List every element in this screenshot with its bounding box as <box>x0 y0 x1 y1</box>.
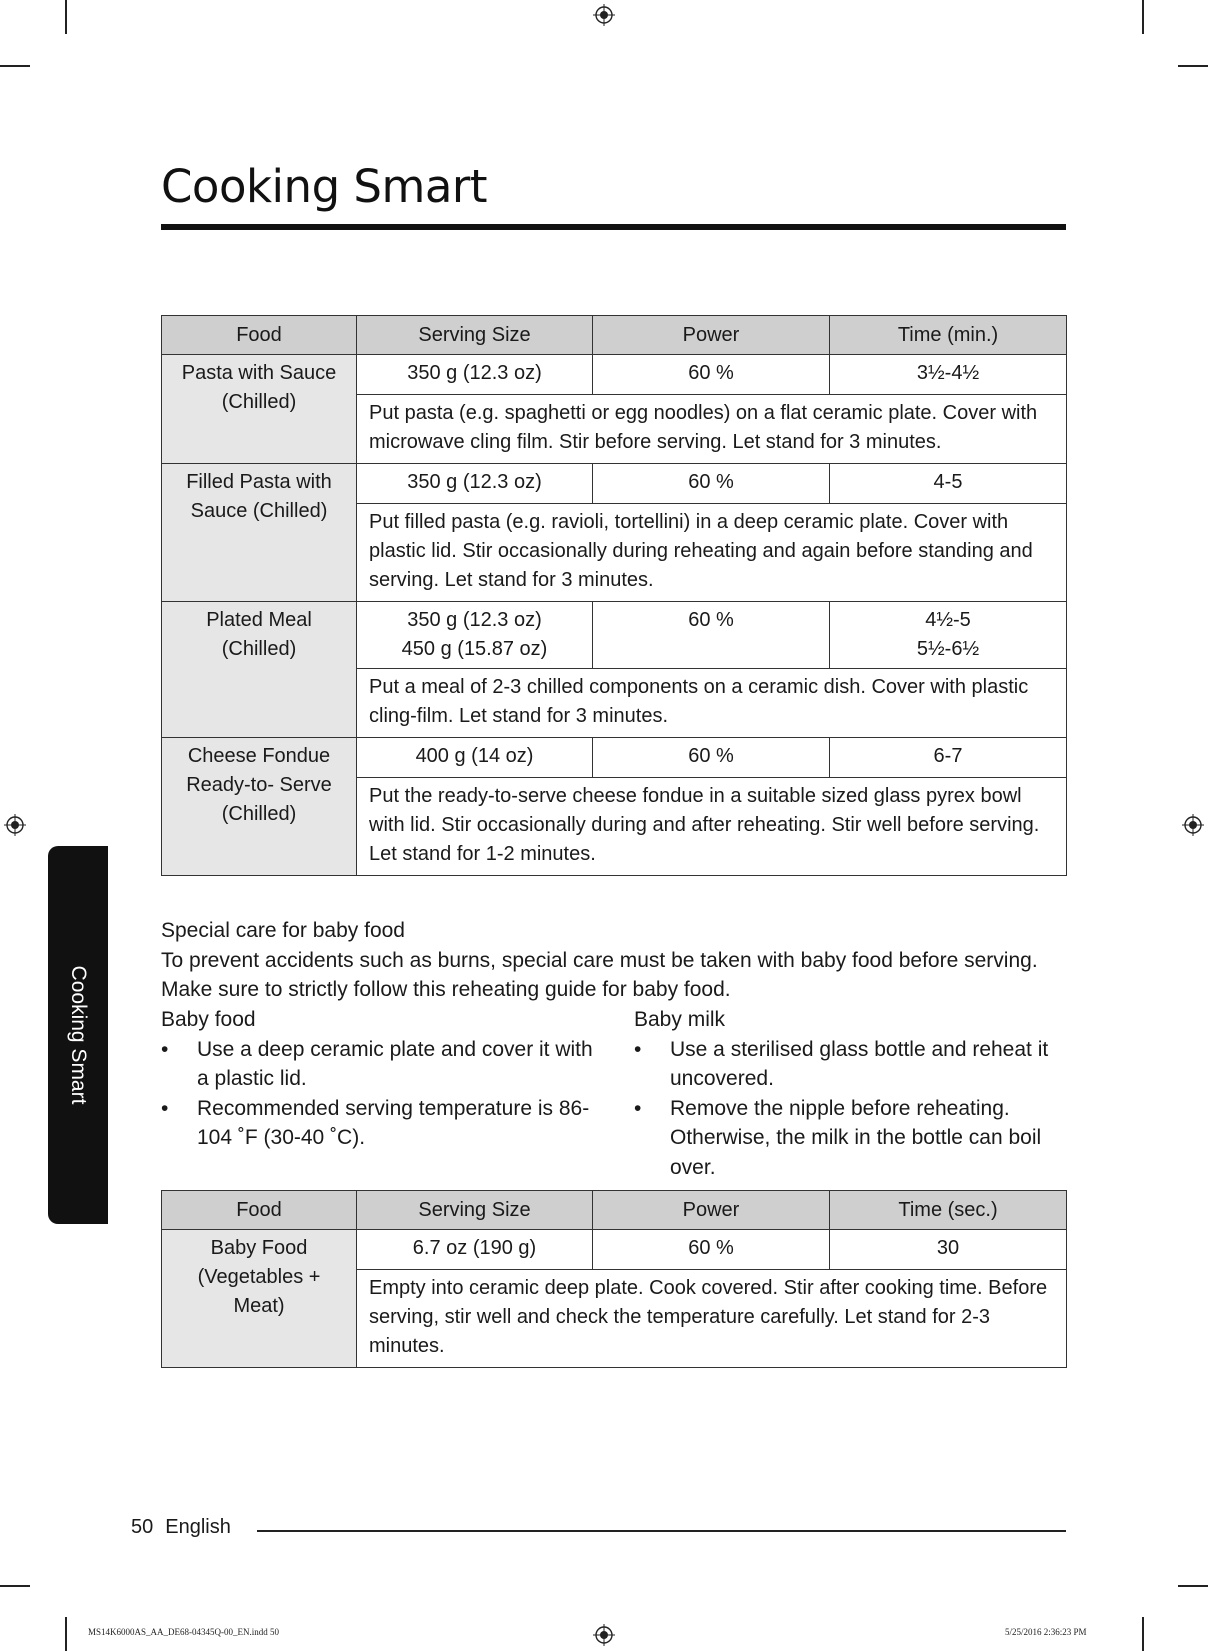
header-power: Power <box>593 316 830 355</box>
bullet-list <box>161 1035 593 1153</box>
header-serving-size: Serving Size <box>357 316 593 355</box>
page-title: Cooking Smart <box>161 160 488 213</box>
print-slug-date: 5/25/2016 2:36:23 PM <box>1005 1627 1087 1637</box>
bullet-icon: • <box>161 1037 169 1061</box>
list-item: • Use a deep ceramic plate and cover it with a plastic lid. <box>161 1035 593 1094</box>
header-food: Food <box>162 316 357 355</box>
table-header-row <box>162 316 1067 355</box>
crop-mark <box>1142 0 1144 34</box>
section-intro: To prevent accidents such as burns, special care must be taken with baby food before serving. Make sure to strictly follow this reheating guide for baby food. <box>161 948 1038 1001</box>
serving-size-cell: 6.7 oz (190 g) <box>357 1230 593 1270</box>
power-cell: 60 % <box>593 602 830 669</box>
page-footer <box>131 1516 243 1539</box>
table-row <box>162 464 1067 504</box>
baby-food-table <box>161 1190 1067 1368</box>
power-cell: 60 % <box>593 355 830 395</box>
food-cell: Pasta with Sauce (Chilled) <box>162 355 357 464</box>
header-time: Time (sec.) <box>830 1191 1067 1230</box>
section-heading: Special care for baby food <box>161 919 405 942</box>
crop-mark <box>1178 1585 1208 1587</box>
bullet-icon: • <box>634 1037 642 1061</box>
registration-mark-icon <box>1182 814 1204 836</box>
side-tab-label: Cooking Smart <box>67 965 90 1105</box>
power-cell: 60 % <box>593 738 830 778</box>
side-tab <box>48 846 108 1224</box>
time-cell: 6-7 <box>830 738 1067 778</box>
time-cell: 3½-4½ <box>830 355 1067 395</box>
food-cell: Filled Pasta with Sauce (Chilled) <box>162 464 357 602</box>
time-cell: 4-5 <box>830 464 1067 504</box>
serving-size-cell: 350 g (12.3 oz) 450 g (15.87 oz) <box>357 602 593 669</box>
list-item: • Remove the nipple before reheating. Otherwise, the milk in the bottle can boil over. <box>634 1094 1066 1183</box>
instruction-cell: Put pasta (e.g. spaghetti or egg noodles) on a flat ceramic plate. Cover with microwave cling film. Stir before serving. Let stand for 3 minutes. <box>357 395 1067 464</box>
power-cell: 60 % <box>593 1230 830 1270</box>
list-item: • Use a sterilised glass bottle and reheat it uncovered. <box>634 1035 1066 1094</box>
serving-size-cell: 400 g (14 oz) <box>357 738 593 778</box>
food-cell: Baby Food (Vegetables + Meat) <box>162 1230 357 1368</box>
column-title: Baby food <box>161 1008 256 1031</box>
table-row <box>162 602 1067 669</box>
time-cell: 4½-5 5½-6½ <box>830 602 1067 669</box>
food-cell: Plated Meal (Chilled) <box>162 602 357 738</box>
food-cell: Cheese Fondue Ready-to- Serve (Chilled) <box>162 738 357 876</box>
instruction-cell: Put a meal of 2-3 chilled components on a ceramic dish. Cover with plastic cling-film. Let stand for 3 minutes. <box>357 669 1067 738</box>
power-cell: 60 % <box>593 464 830 504</box>
baby-food-section <box>161 916 1066 1005</box>
instruction-cell: Empty into ceramic deep plate. Cook covered. Stir after cooking time. Before serving, stir well and check the temperature carefully. Let stand for 2-3 minutes. <box>357 1270 1067 1368</box>
crop-mark <box>0 1585 30 1587</box>
header-food: Food <box>162 1191 357 1230</box>
serving-size-cell: 350 g (12.3 oz) <box>357 355 593 395</box>
bullet-icon: • <box>634 1096 642 1120</box>
footer-rule <box>257 1530 1066 1532</box>
page-number: 50 <box>131 1516 154 1538</box>
baby-milk-column <box>634 1005 1066 1182</box>
header-power: Power <box>593 1191 830 1230</box>
crop-mark <box>65 0 67 34</box>
instruction-cell: Put the ready-to-serve cheese fondue in a suitable sized glass pyrex bowl with lid. Stir occasionally during and after reheating. Stir well before serving. Let stand for 1-2 minutes. <box>357 778 1067 876</box>
reheating-table <box>161 315 1067 876</box>
table-row <box>162 355 1067 395</box>
list-item: • Recommended serving temperature is 86-104 ˚F (30-40 ˚C). <box>161 1094 593 1153</box>
bullet-icon: • <box>161 1096 169 1120</box>
title-underline <box>161 224 1066 230</box>
serving-size-cell: 350 g (12.3 oz) <box>357 464 593 504</box>
registration-mark-icon <box>593 1624 615 1646</box>
language-label: English <box>165 1516 231 1538</box>
table-row <box>162 738 1067 778</box>
registration-mark-icon <box>593 4 615 26</box>
header-serving-size: Serving Size <box>357 1191 593 1230</box>
crop-mark <box>0 65 30 67</box>
baby-food-column <box>161 1005 593 1153</box>
crop-mark <box>1178 65 1208 67</box>
table-row <box>162 1230 1067 1270</box>
crop-mark <box>65 1617 67 1651</box>
bullet-list <box>634 1035 1066 1183</box>
registration-mark-icon <box>4 814 26 836</box>
column-title: Baby milk <box>634 1008 726 1031</box>
table-header-row <box>162 1191 1067 1230</box>
instruction-cell: Put filled pasta (e.g. ravioli, tortellini) in a deep ceramic plate. Cover with plastic lid. Stir occasionally during reheating and again before standing and serving. Let stand for 3 minutes. <box>357 504 1067 602</box>
print-slug-file: MS14K6000AS_AA_DE68-04345Q-00_EN.indd 50 <box>88 1627 279 1637</box>
crop-mark <box>1142 1617 1144 1651</box>
header-time: Time (min.) <box>830 316 1067 355</box>
time-cell: 30 <box>830 1230 1067 1270</box>
